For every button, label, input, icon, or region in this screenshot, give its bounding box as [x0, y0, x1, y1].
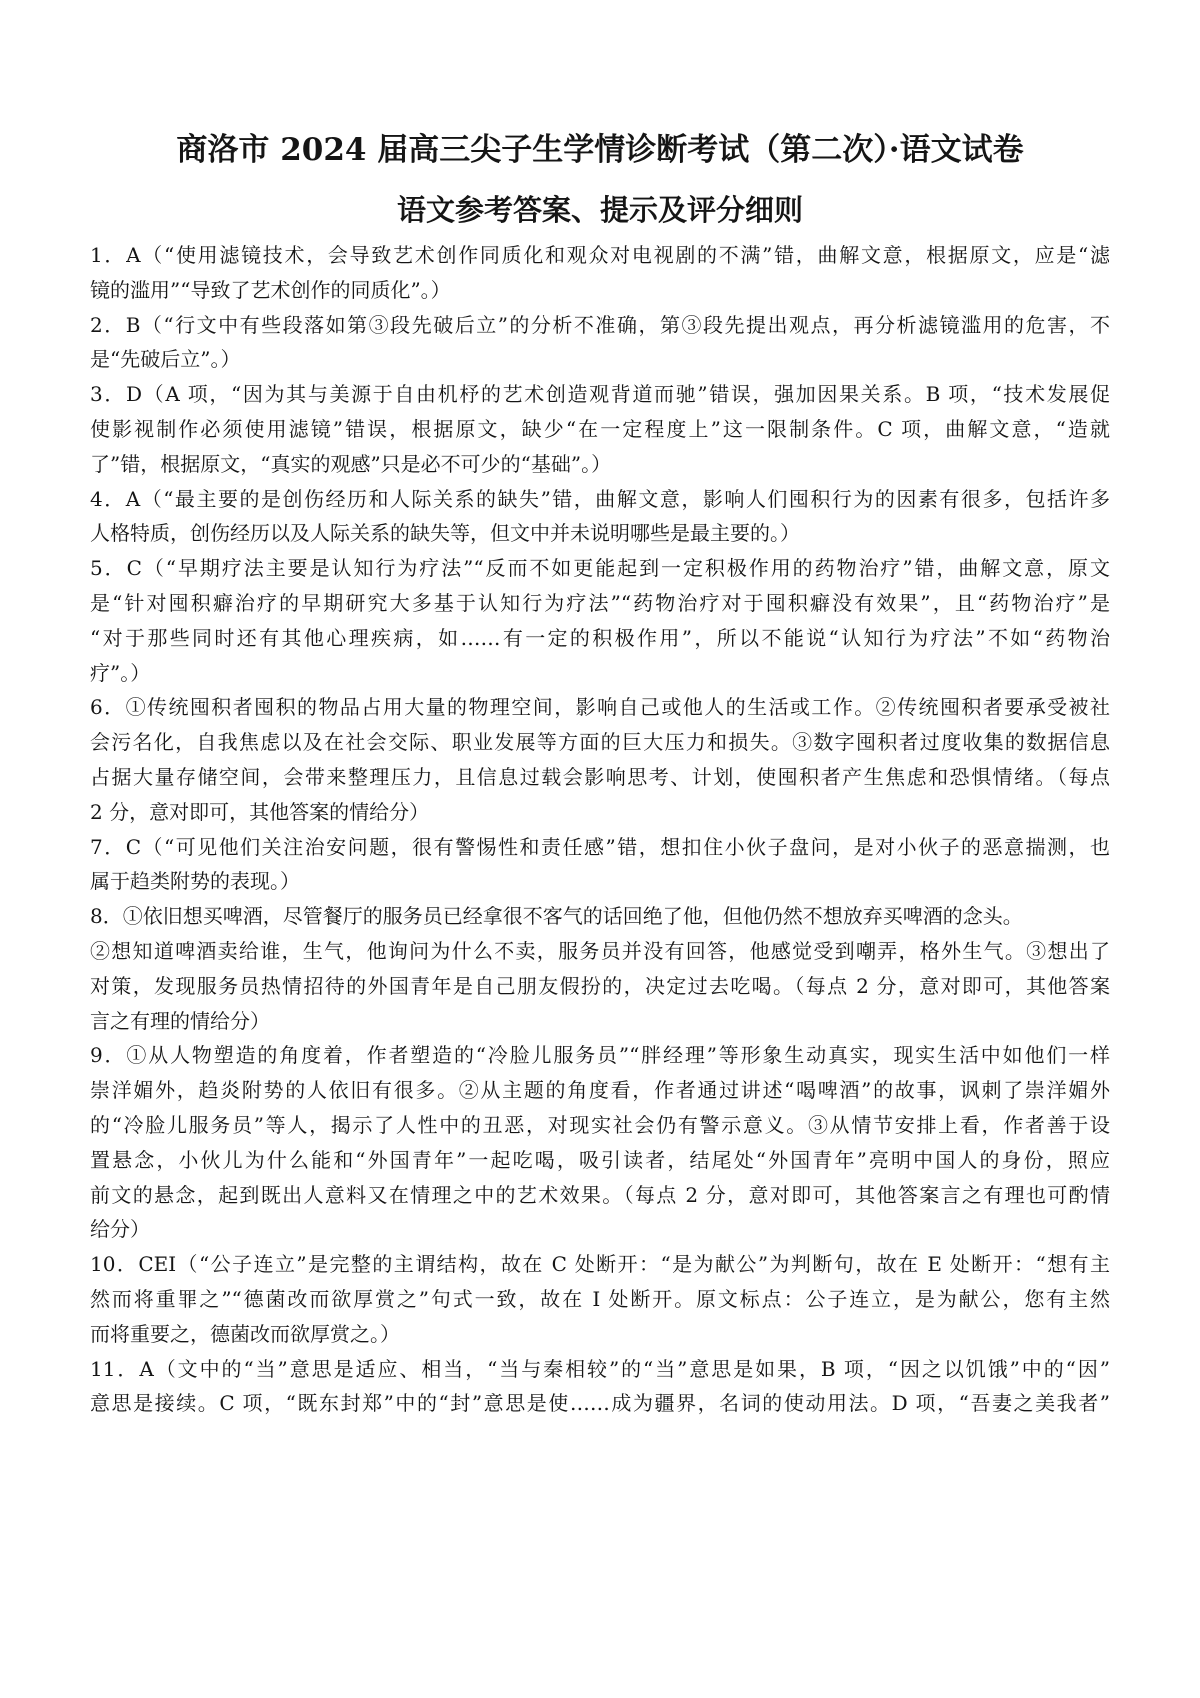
answer-item-4 — [90, 482, 1110, 552]
answer-item-11 — [90, 1352, 1110, 1422]
answer-line: 了”错，根据原文，“真实的观感”只是必不可少的“基础”。） — [90, 451, 612, 476]
page-subtitle: 语文参考答案、提示及评分细则 — [396, 193, 803, 227]
answer-line: 6．①传统囤积者囤积的物品占用大量的物理空间，影响自己或他人的生活或工作。②传统囤积者要承受被社 — [90, 695, 1110, 720]
answer-line: 3．D（A 项，“因为其与美源于自由机杼的艺术创造观背道而驰”错误，强加因果关系。B 项，“技术发展促 — [90, 382, 1110, 407]
answer-line: 的“冷脸儿服务员”等人，揭示了人性中的丑恶，对现实社会仍有警示意义。③从情节安排上看，作者善于设 — [90, 1112, 1110, 1137]
answer-line: 2．B（“行文中有些段落如第③段先破后立”的分析不准确，第③段先提出观点，再分析滤镜滥用的危害，不 — [90, 312, 1110, 337]
answer-line: 前文的悬念，起到既出人意料又在情理之中的艺术效果。（每点 2 分，意对即可，其他答案言之有理也可酌情 — [90, 1182, 1110, 1207]
answer-line: 置悬念，小伙儿为什么能和“外国青年”一起吃喝，吸引读者，结尾处“外国青年”亮明中国人的身份，照应 — [90, 1147, 1110, 1172]
answer-line: 属于趋类附势的表现。） — [90, 869, 300, 894]
answer-line: 使影视制作必须使用滤镜”错误，根据原文，缺少“在一定程度上”这一限制条件。C 项，曲解文意，“造就 — [90, 416, 1110, 441]
answer-line: 8．①依旧想买啤酒，尽管餐厅的服务员已经拿很不客气的话回绝了他，但他仍然不想放弃买啤酒的念头。 — [90, 904, 1023, 929]
answer-line: 然而将重罪之”“德菌改而欲厚赏之”句式一致，故在 I 处断开。原文标点：公子连立，是为献公，您有主然 — [90, 1286, 1110, 1311]
answer-line: 镜的滥用”“导致了艺术创作的同质化”。） — [90, 277, 451, 302]
answer-item-2 — [90, 308, 1110, 378]
answer-line: 而将重要之，德菌改而欲厚赏之。） — [90, 1321, 400, 1346]
answer-line: 人格特质，创伤经历以及人际关系的缺失等，但文中并未说明哪些是最主要的。） — [90, 521, 800, 546]
answer-line: ②想知道啤酒卖给谁，生气，他询问为什么不卖，服务员并没有回答，他感觉受到嘲弄，格外生气。③想出了 — [90, 938, 1110, 963]
answer-line: 11．A（文中的“当”意思是适应、相当，“当与秦相较”的“当”意思是如果，B 项，“因之以饥饿”中的“因” — [90, 1356, 1110, 1381]
answer-line: 1．A（“使用滤镜技术，会导致艺术创作同质化和观众对电视剧的不满”错，曲解文意，根据原文，应是“滤 — [90, 243, 1110, 267]
answer-line: 是“针对囤积癖治疗的早期研究大多基于认知行为疗法”“药物治疗对于囤积癖没有效果”，且“药物治疗”是 — [90, 590, 1110, 615]
answer-line: 疗”。） — [90, 660, 151, 685]
answer-item-7 — [90, 830, 1110, 900]
answer-item-1 — [90, 238, 1110, 308]
answer-item-6 — [90, 690, 1110, 829]
answer-line: 给分） — [90, 1217, 150, 1242]
answer-item-5 — [90, 551, 1110, 690]
answer-line: 10．CEI（“公子连立”是完整的主谓结构，故在 C 处断开：“是为献公”为判断句，故在 E 处断开：“想有主 — [90, 1252, 1110, 1277]
answer-line: 7．C（“可见他们关注治安问题，很有警惕性和责任感”错，想扣住小伙子盘问，是对小伙子的恶意揣测，也 — [90, 834, 1110, 859]
answer-line: 言之有理的情给分） — [90, 1008, 270, 1033]
answer-line: 崇洋媚外，趋炎附势的人依旧有很多。②从主题的角度看，作者通过讲述“喝啤酒”的故事，讽刺了崇洋媚外 — [90, 1078, 1110, 1103]
answer-line: 2 分，意对即可，其他答案的情给分） — [90, 799, 430, 824]
answer-line: 意思是接续。C 项，“既东封郑”中的“封”意思是使……成为疆界，名词的使动用法。D 项，“吾妻之美我者” — [90, 1391, 1110, 1416]
answer-item-3 — [90, 377, 1110, 481]
answer-item-8 — [90, 899, 1110, 1038]
answer-line: “对于那些同时还有其他心理疾病，如……有一定的积极作用”，所以不能说“认知行为疗法”不如“药物治 — [90, 625, 1110, 650]
answer-list — [90, 238, 1110, 1421]
answer-line: 9．①从人物塑造的角度着，作者塑造的“冷脸儿服务员”“胖经理”等形象生动真实，现实生活中如他们一样 — [90, 1043, 1110, 1068]
answer-line: 会污名化，自我焦虑以及在社会交际、职业发展等方面的巨大压力和损失。③数字囤积者过度收集的数据信息 — [90, 730, 1110, 755]
answer-line: 5．C（“早期疗法主要是认知行为疗法”“反而不如更能起到一定积极作用的药物治疗”错，曲解文意，原文 — [90, 556, 1110, 581]
answer-line: 占据大量存储空间，会带来整理压力，且信息过载会影响思考、计划，使囤积者产生焦虑和恐惧情绪。（每点 — [90, 764, 1110, 789]
answer-item-10 — [90, 1247, 1110, 1351]
answer-line: 4．A（“最主要的是创伤经历和人际关系的缺失”错，曲解文意，影响人们囤积行为的因素有很多，包括许多 — [90, 486, 1110, 511]
answer-line: 对策，发现服务员热情招待的外国青年是自己朋友假扮的，决定过去吃喝。（每点 2 分，意对即可，其他答案 — [90, 973, 1110, 998]
answer-item-9 — [90, 1038, 1110, 1247]
answer-line: 是“先破后立”。） — [90, 347, 241, 372]
page-title: 商洛市 2024 届高三尖子生学情诊断考试（第二次）·语文试卷 — [176, 132, 1024, 168]
